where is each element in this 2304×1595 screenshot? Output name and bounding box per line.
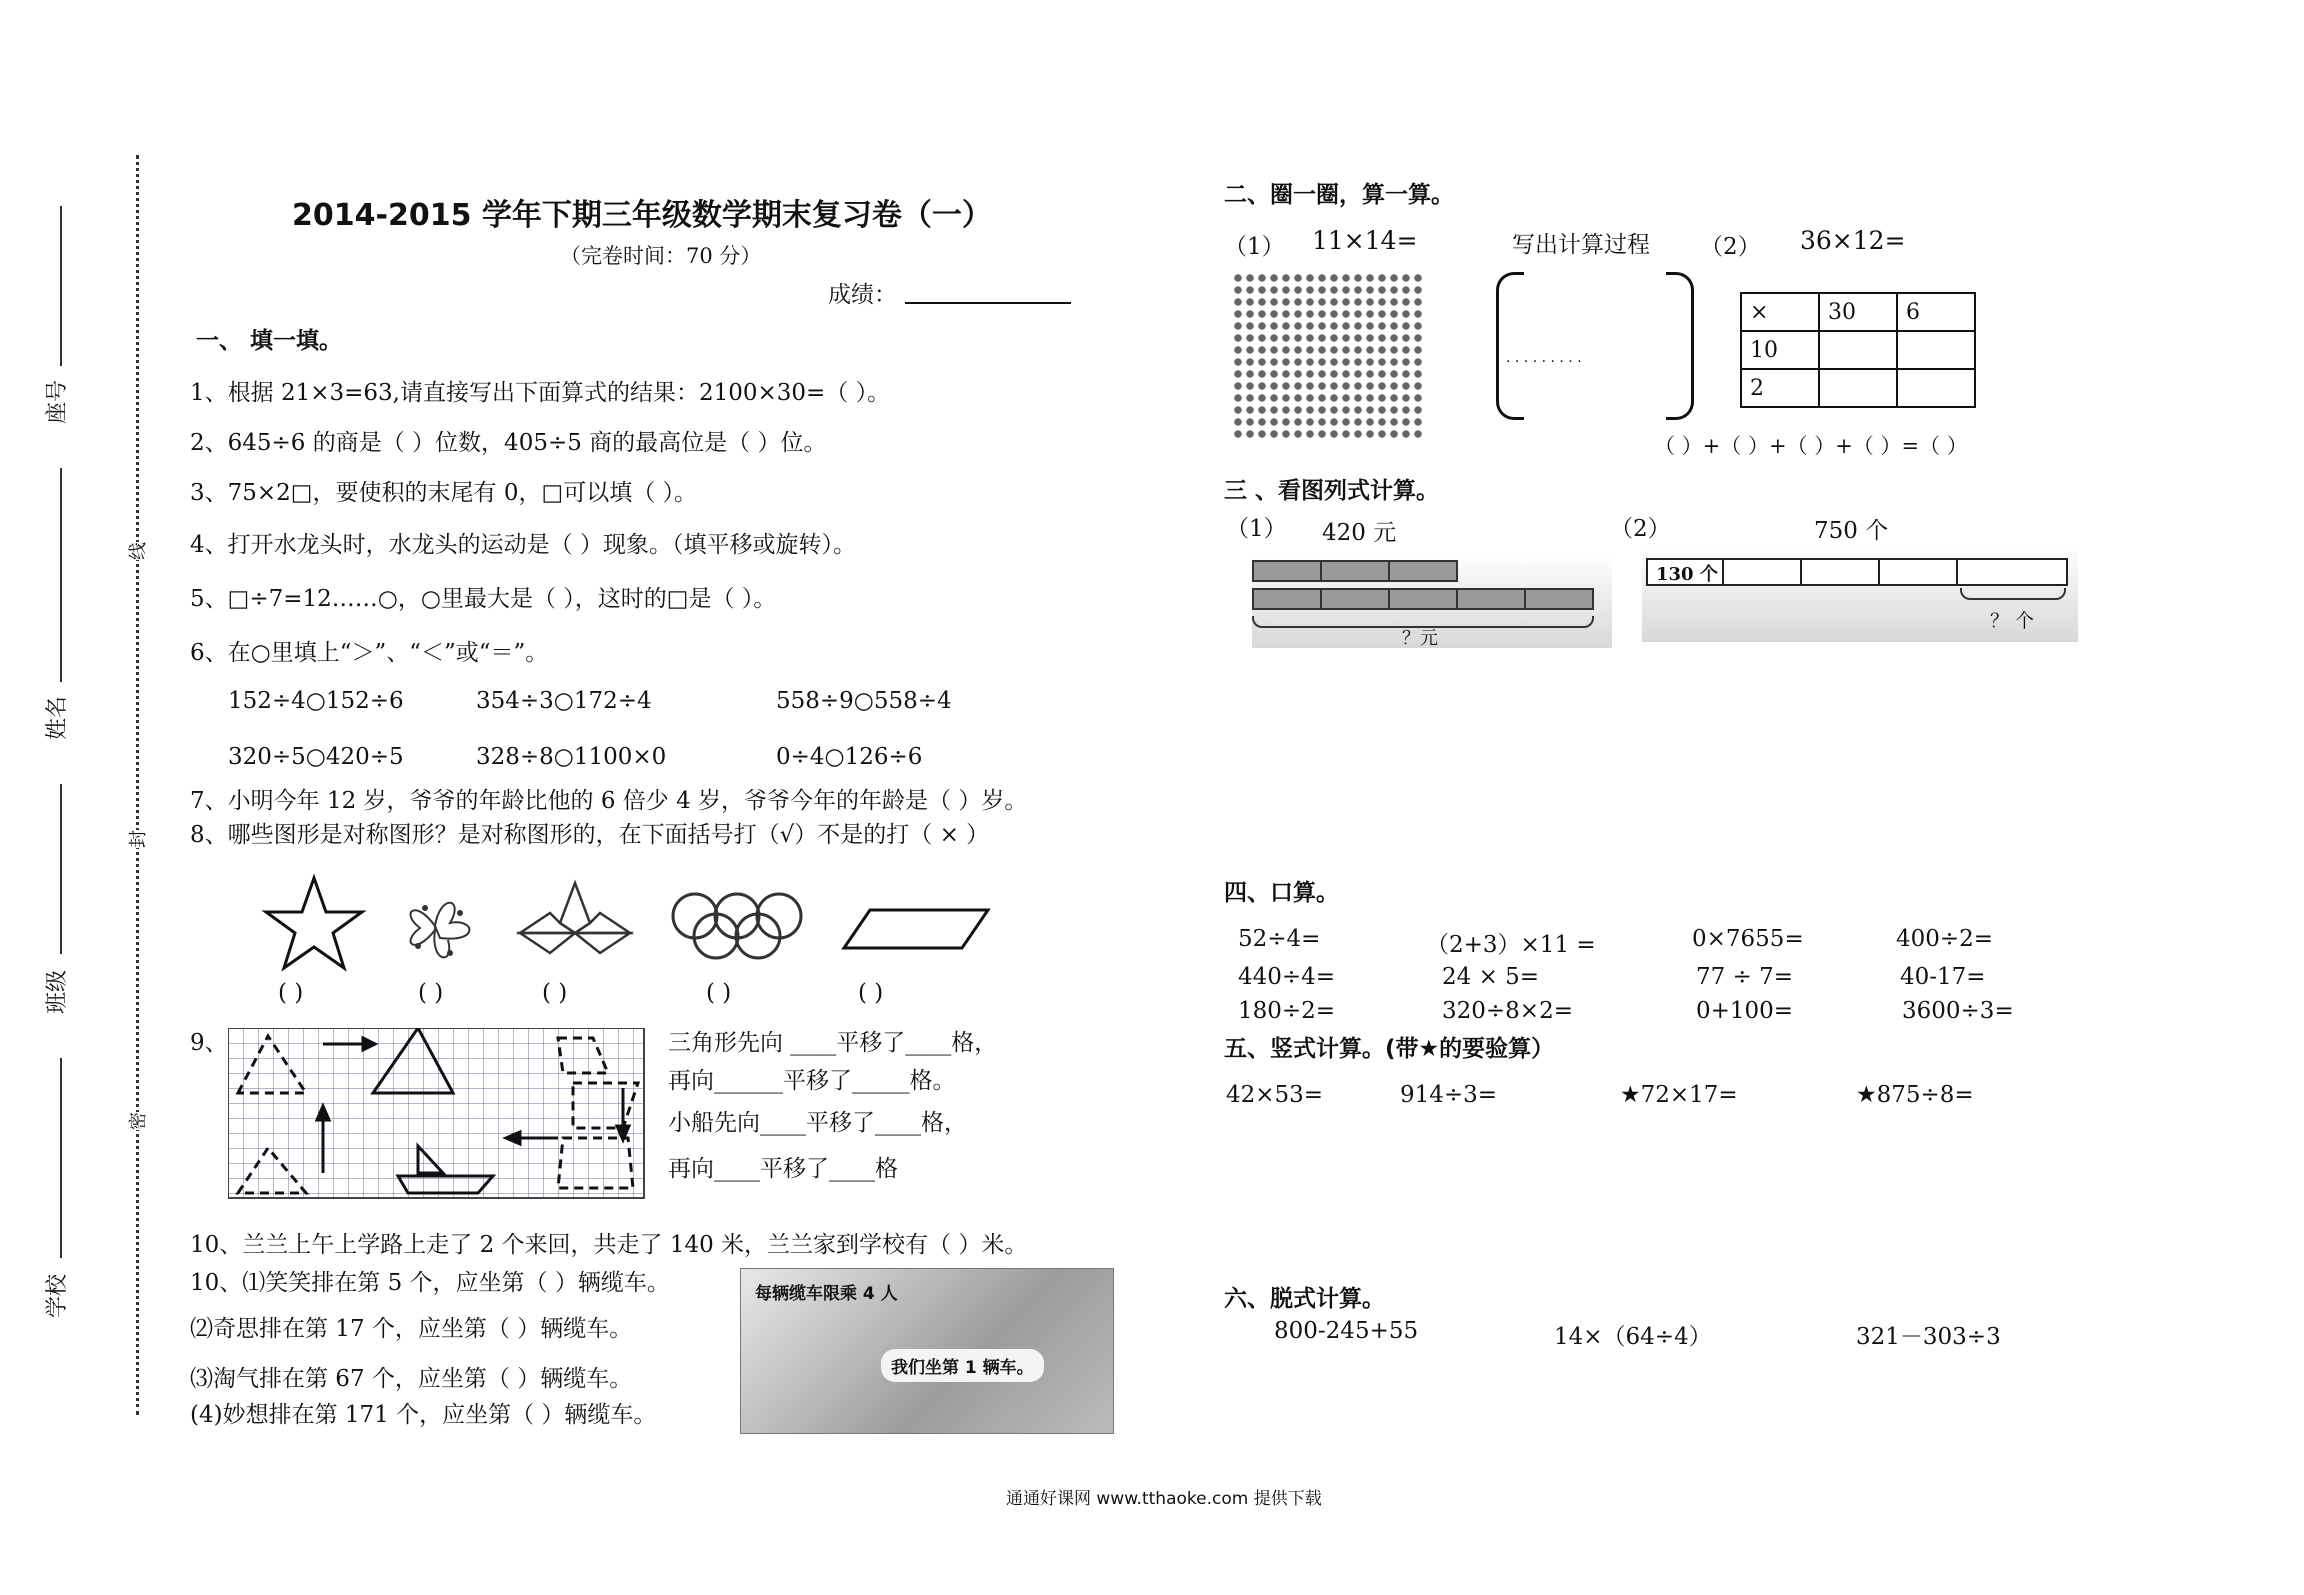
- sec3-p2-label: （2）: [1610, 516, 1671, 542]
- step-item: 800-245+55: [1274, 1318, 1419, 1344]
- cable-car-illustration: [740, 1268, 1114, 1434]
- photo-caption: 每辆缆车限乘 4 人: [755, 1284, 898, 1304]
- subtitle: （完卷时间：70 分）: [560, 244, 762, 268]
- table-cell: 30: [1819, 293, 1897, 331]
- q1: 1、根据 21×3=63,请直接写出下面算式的结果：2100×30=（ ）。: [190, 380, 891, 406]
- q10b-1: 10、⑴笑笑排在第 5 个，应坐第（ ）辆缆车。: [190, 1270, 670, 1296]
- sec2-heading: 二、圈一圈，算一算。: [1224, 182, 1454, 208]
- school-line: [60, 1058, 62, 1258]
- score-label: 成绩：: [828, 282, 897, 308]
- step-item: 321－303÷3: [1856, 1324, 2001, 1350]
- vertical-item: ★72×17=: [1620, 1082, 1738, 1108]
- seal-xian: 线: [124, 542, 150, 560]
- oral-item: 320÷8×2=: [1442, 998, 1573, 1024]
- dot-array: [1232, 272, 1424, 440]
- name-label: 姓名: [45, 695, 70, 740]
- table-cell: [1897, 331, 1975, 369]
- q8-paren-3: ( ): [542, 980, 568, 1006]
- kite-shape: [520, 883, 630, 953]
- oral-item: 0×7655=: [1692, 926, 1804, 952]
- q9-grid: [228, 1028, 648, 1200]
- sec3-heading: 三 、看图列式计算。: [1224, 478, 1440, 504]
- bar1-seg: [1320, 560, 1390, 582]
- page-title: 2014-2015 学年下期三年级数学期末复习卷（一）: [292, 198, 992, 233]
- q9-number: 9、: [190, 1030, 228, 1056]
- oral-item: 400÷2=: [1896, 926, 1994, 952]
- q2: 2、645÷6 的商是（ ）位数，405÷5 商的最高位是（ ）位。: [190, 430, 827, 456]
- compare-1: 152÷4○152÷6: [228, 688, 404, 714]
- left-bracket: [1496, 272, 1524, 420]
- sec6-heading: 六、脱式计算。: [1224, 1286, 1385, 1312]
- table-cell: [1897, 369, 1975, 407]
- class-line: [60, 784, 62, 954]
- bracket-dots: · · · · · · · · ·: [1506, 354, 1582, 370]
- oral-item: 440÷4=: [1238, 964, 1336, 990]
- compare-5: 328÷8○1100×0: [476, 744, 667, 770]
- bar2-seg: [1524, 588, 1594, 610]
- sum-line: （ ）+（ ）+（ ）+（ ）=（ ）: [1654, 434, 1968, 458]
- compare-2: 354÷3○172÷4: [476, 688, 652, 714]
- multiplication-table: [1740, 292, 1976, 408]
- compare-6: 0÷4○126÷6: [776, 744, 923, 770]
- oral-item: 40-17=: [1900, 964, 1986, 990]
- oral-item: 3600÷3=: [1902, 998, 2014, 1024]
- q10b-3: ⑶淘气排在第 67 个，应坐第（ ）辆缆车。: [190, 1366, 633, 1392]
- oral-item: 24 × 5=: [1442, 964, 1540, 990]
- sec2-p1-hint: 写出计算过程: [1512, 232, 1650, 258]
- q9-line-2: 再向______平移了_____格。: [668, 1068, 956, 1094]
- right-bracket: [1666, 272, 1694, 420]
- bar2-last: [1956, 558, 2068, 586]
- q3: 3、75×2□，要使积的末尾有 0，□可以填（ ）。: [190, 480, 698, 506]
- oral-item: 77 ÷ 7=: [1696, 964, 1794, 990]
- sec2-p1-label: （1）: [1224, 234, 1285, 260]
- q4: 4、打开水龙头时，水龙头的运动是（ ）现象。（填平移或旋转）。: [190, 532, 856, 558]
- seat-line: [60, 206, 62, 366]
- q7: 7、小明今年 12 岁，爷爷的年龄比他的 6 倍少 4 岁，爷爷今年的年龄是（ ）岁。: [190, 788, 1028, 814]
- class-label: 班级: [45, 969, 70, 1014]
- q8: 8、哪些图形是对称图形？是对称图形的，在下面括号打（√）不是的打（ × ）: [190, 822, 990, 848]
- bar1-seg: [1252, 560, 1322, 582]
- bar2-question: ？ 个: [1990, 610, 2035, 632]
- seat-label: 座号: [45, 379, 70, 424]
- vertical-item: 914÷3=: [1400, 1082, 1498, 1108]
- oral-item: （2+3）×11 =: [1426, 932, 1596, 958]
- bar2-first-label: 130 个: [1656, 564, 1718, 585]
- q10b-2: ⑵奇思排在第 17 个，应坐第（ ）辆缆车。: [190, 1316, 633, 1342]
- compare-4: 320÷5○420÷5: [228, 744, 404, 770]
- bar2-seg: [1878, 558, 1958, 586]
- parallelogram-shape: [844, 910, 988, 948]
- bar-model-1: [1252, 552, 1612, 648]
- bar2-seg: [1388, 588, 1458, 610]
- step-item: 14×（64÷4）: [1554, 1324, 1712, 1350]
- flower-shape: [411, 903, 470, 958]
- q10b-4: (4)妙想排在第 171 个，应坐第（ ）辆缆车。: [190, 1402, 657, 1428]
- sec2-p2-expr: 36×12=: [1800, 226, 1906, 255]
- bar2-seg: [1722, 558, 1802, 586]
- bar2-seg: [1252, 588, 1322, 610]
- bar-model-2: [1642, 544, 2078, 642]
- q10: 10、兰兰上午上学路上走了 2 个来回，共走了 140 米，兰兰家到学校有（ ）米。: [190, 1232, 1028, 1258]
- bar2-seg: [1456, 588, 1526, 610]
- bar2-brace: [1960, 588, 2066, 600]
- binding-dotted-line: [136, 155, 139, 1415]
- sec4-heading: 四、口算。: [1224, 880, 1339, 906]
- rings-shape: [673, 894, 801, 958]
- q6: 6、在○里填上“＞”、“＜”或“＝”。: [190, 640, 549, 666]
- q9-line-4: 再向____平移了____格: [668, 1156, 898, 1182]
- star-shape: [266, 878, 362, 968]
- q5: 5、□÷7=12……○，○里最大是（ ），这时的□是（ ）。: [190, 586, 777, 612]
- sec3-p2-total: 750 个: [1814, 518, 1889, 544]
- school-label: 学校: [45, 1273, 70, 1318]
- compare-3: 558÷9○558÷4: [776, 688, 952, 714]
- vertical-item: 42×53=: [1226, 1082, 1324, 1108]
- q8-paren-2: ( ): [418, 980, 444, 1006]
- table-cell: 10: [1741, 331, 1819, 369]
- q8-paren-1: ( ): [278, 980, 304, 1006]
- oral-item: 52÷4=: [1238, 926, 1321, 952]
- bar1-question: ？元: [1402, 628, 1438, 649]
- sec2-p2-label: （2）: [1700, 234, 1761, 260]
- score-line: [905, 302, 1071, 304]
- sec1-heading: 一、 填一填。: [196, 328, 343, 354]
- q9-line-1: 三角形先向 ____平移了____格，: [668, 1030, 998, 1056]
- q9-line-3: 小船先向____平移了____格，: [668, 1110, 967, 1136]
- footer-credit: 通通好课网 www.tthaoke.com 提供下载: [1006, 1489, 1322, 1509]
- q8-paren-4: ( ): [706, 980, 732, 1006]
- q8-paren-5: ( ): [858, 980, 884, 1006]
- oral-item: 180÷2=: [1238, 998, 1336, 1024]
- table-cell: ×: [1741, 293, 1819, 331]
- name-line: [60, 468, 62, 682]
- sec5-heading: 五、竖式计算。(带★的要验算）: [1224, 1036, 1555, 1062]
- seal-feng: 封: [124, 830, 150, 848]
- sec2-p1-expr: 11×14=: [1312, 226, 1418, 255]
- table-cell: 6: [1897, 293, 1975, 331]
- vertical-item: ★875÷8=: [1856, 1082, 1974, 1108]
- q8-shapes: [250, 868, 1010, 978]
- sec3-p1-total: 420 元: [1322, 520, 1397, 546]
- table-cell: 2: [1741, 369, 1819, 407]
- table-cell: [1819, 369, 1897, 407]
- sec3-p1-label: （1）: [1226, 516, 1287, 542]
- bar2-seg: [1800, 558, 1880, 586]
- bar2-seg: [1320, 588, 1390, 610]
- bar1-seg: [1388, 560, 1458, 582]
- oral-item: 0+100=: [1696, 998, 1794, 1024]
- table-cell: [1819, 331, 1897, 369]
- seal-mi: 密: [124, 1112, 150, 1130]
- photo-bubble: 我们坐第 1 辆车。: [881, 1349, 1044, 1382]
